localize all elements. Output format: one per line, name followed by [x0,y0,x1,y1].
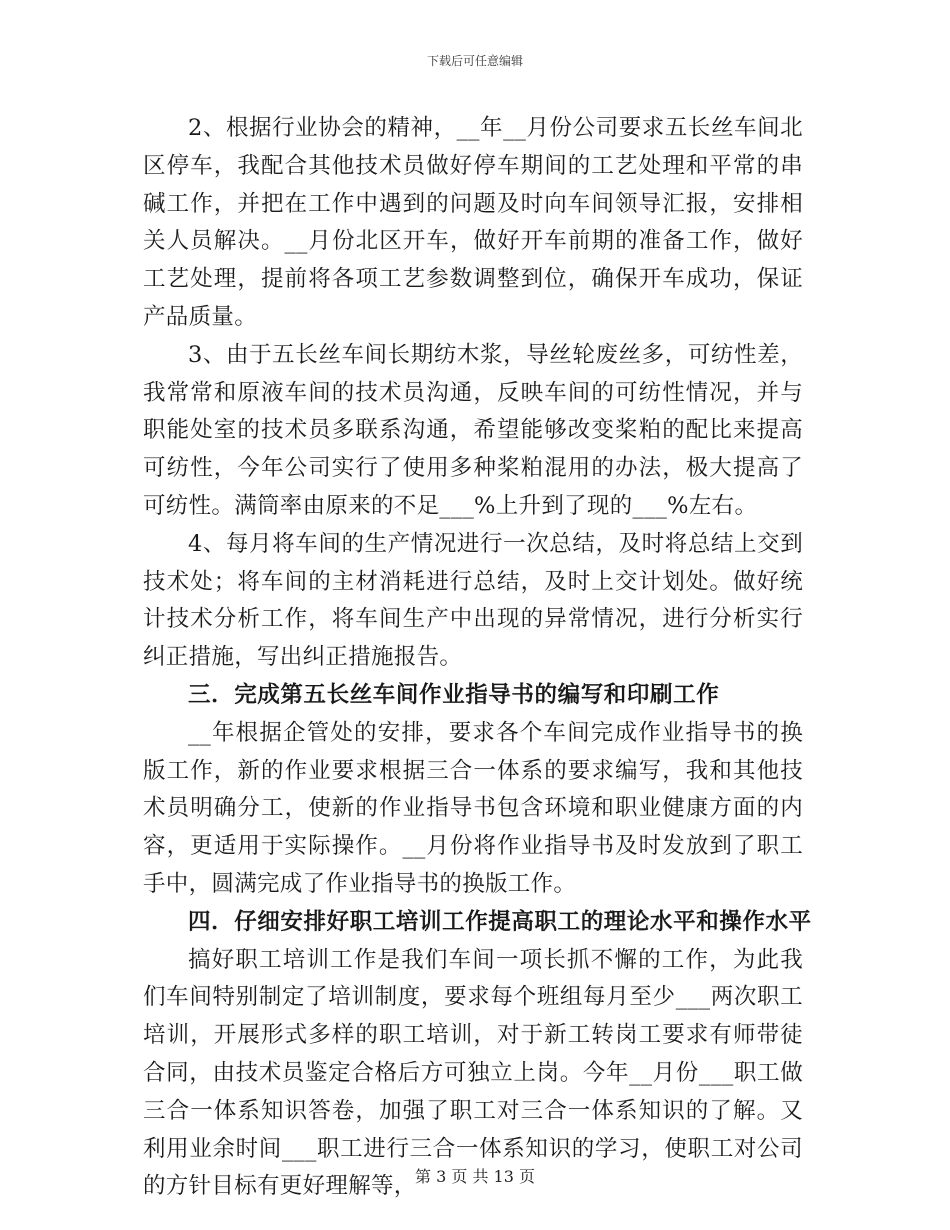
section-heading-4: 四．仔细安排好职工培训工作提高职工的理论水平和操作水平 [188,908,812,935]
page-header: 下载后可任意编辑 [426,54,523,68]
paragraph-4: 4、每月将车间的生产情况进行一次总结，及时将总结上交到技术处；将车间的主材消耗进行总结，及时上交计划处。做好统计技术分析工作，将车间生产中出现的异常情况，进行分析实行纠正措施，写出纠正措施报告。 [143,530,803,671]
paragraph-5: __年根据企管处的安排，要求各个车间完成作业指导书的换版工作，新的作业要求根据三合一体系的要求编写，我和其他技术员明确分工，使新的作业指导书包含环境和职业健康方面的内容，更适用于实际操作。__月份将作业指导书及时发放到了职工手中，圆满完成了作业指导书的换版工作。 [143,719,803,897]
page-footer: 第 3 页 共 13 页 [415,1167,535,1186]
section-heading-3: 三．完成第五长丝车间作业指导书的编写和印刷工作 [188,681,720,708]
paragraph-2: 2、根据行业协会的精神，__年__月份公司要求五长丝车间北区停车，我配合其他技术员做好停车期间的工艺处理和平常的串碱工作，并把在工作中遇到的问题及时向车间领导汇报，安排相关人员解决。__月份北区开车，做好开车前期的准备工作，做好工艺处理，提前将各项工艺参数调整到位，确保开车成功，保证产品质量。 [143,115,803,330]
document-body [143,110,812,1206]
paragraph-3: 3、由于五长丝车间长期纺木浆，导丝轮废丝多，可纺性差，我常常和原液车间的技术员沟通，反映车间的可纺性情况，并与职能处室的技术员多联系沟通，希望能够改变桨粕的配比来提高可纺性，今年公司实行了使用多种桨粕混用的办法，极大提高了可纺性。满筒率由原来的不足___%上升到了现的___%左右。 [143,341,803,519]
paragraph-6: 搞好职工培训工作是我们车间一项长抓不懈的工作，为此我们车间特别制定了培训制度，要求每个班组每月至少___两次职工培训，开展形式多样的职工培训，对于新工转岗工要求有师带徒合同，由技术员鉴定合格后方可独立上岗。今年__月份___职工做三合一体系知识答卷，加强了职工对三合一体系知识的了解。又利用业余时间___职工进行三合一体系知识的学习，使职工对公司的方针目标有更好理解等， [143,946,803,1200]
